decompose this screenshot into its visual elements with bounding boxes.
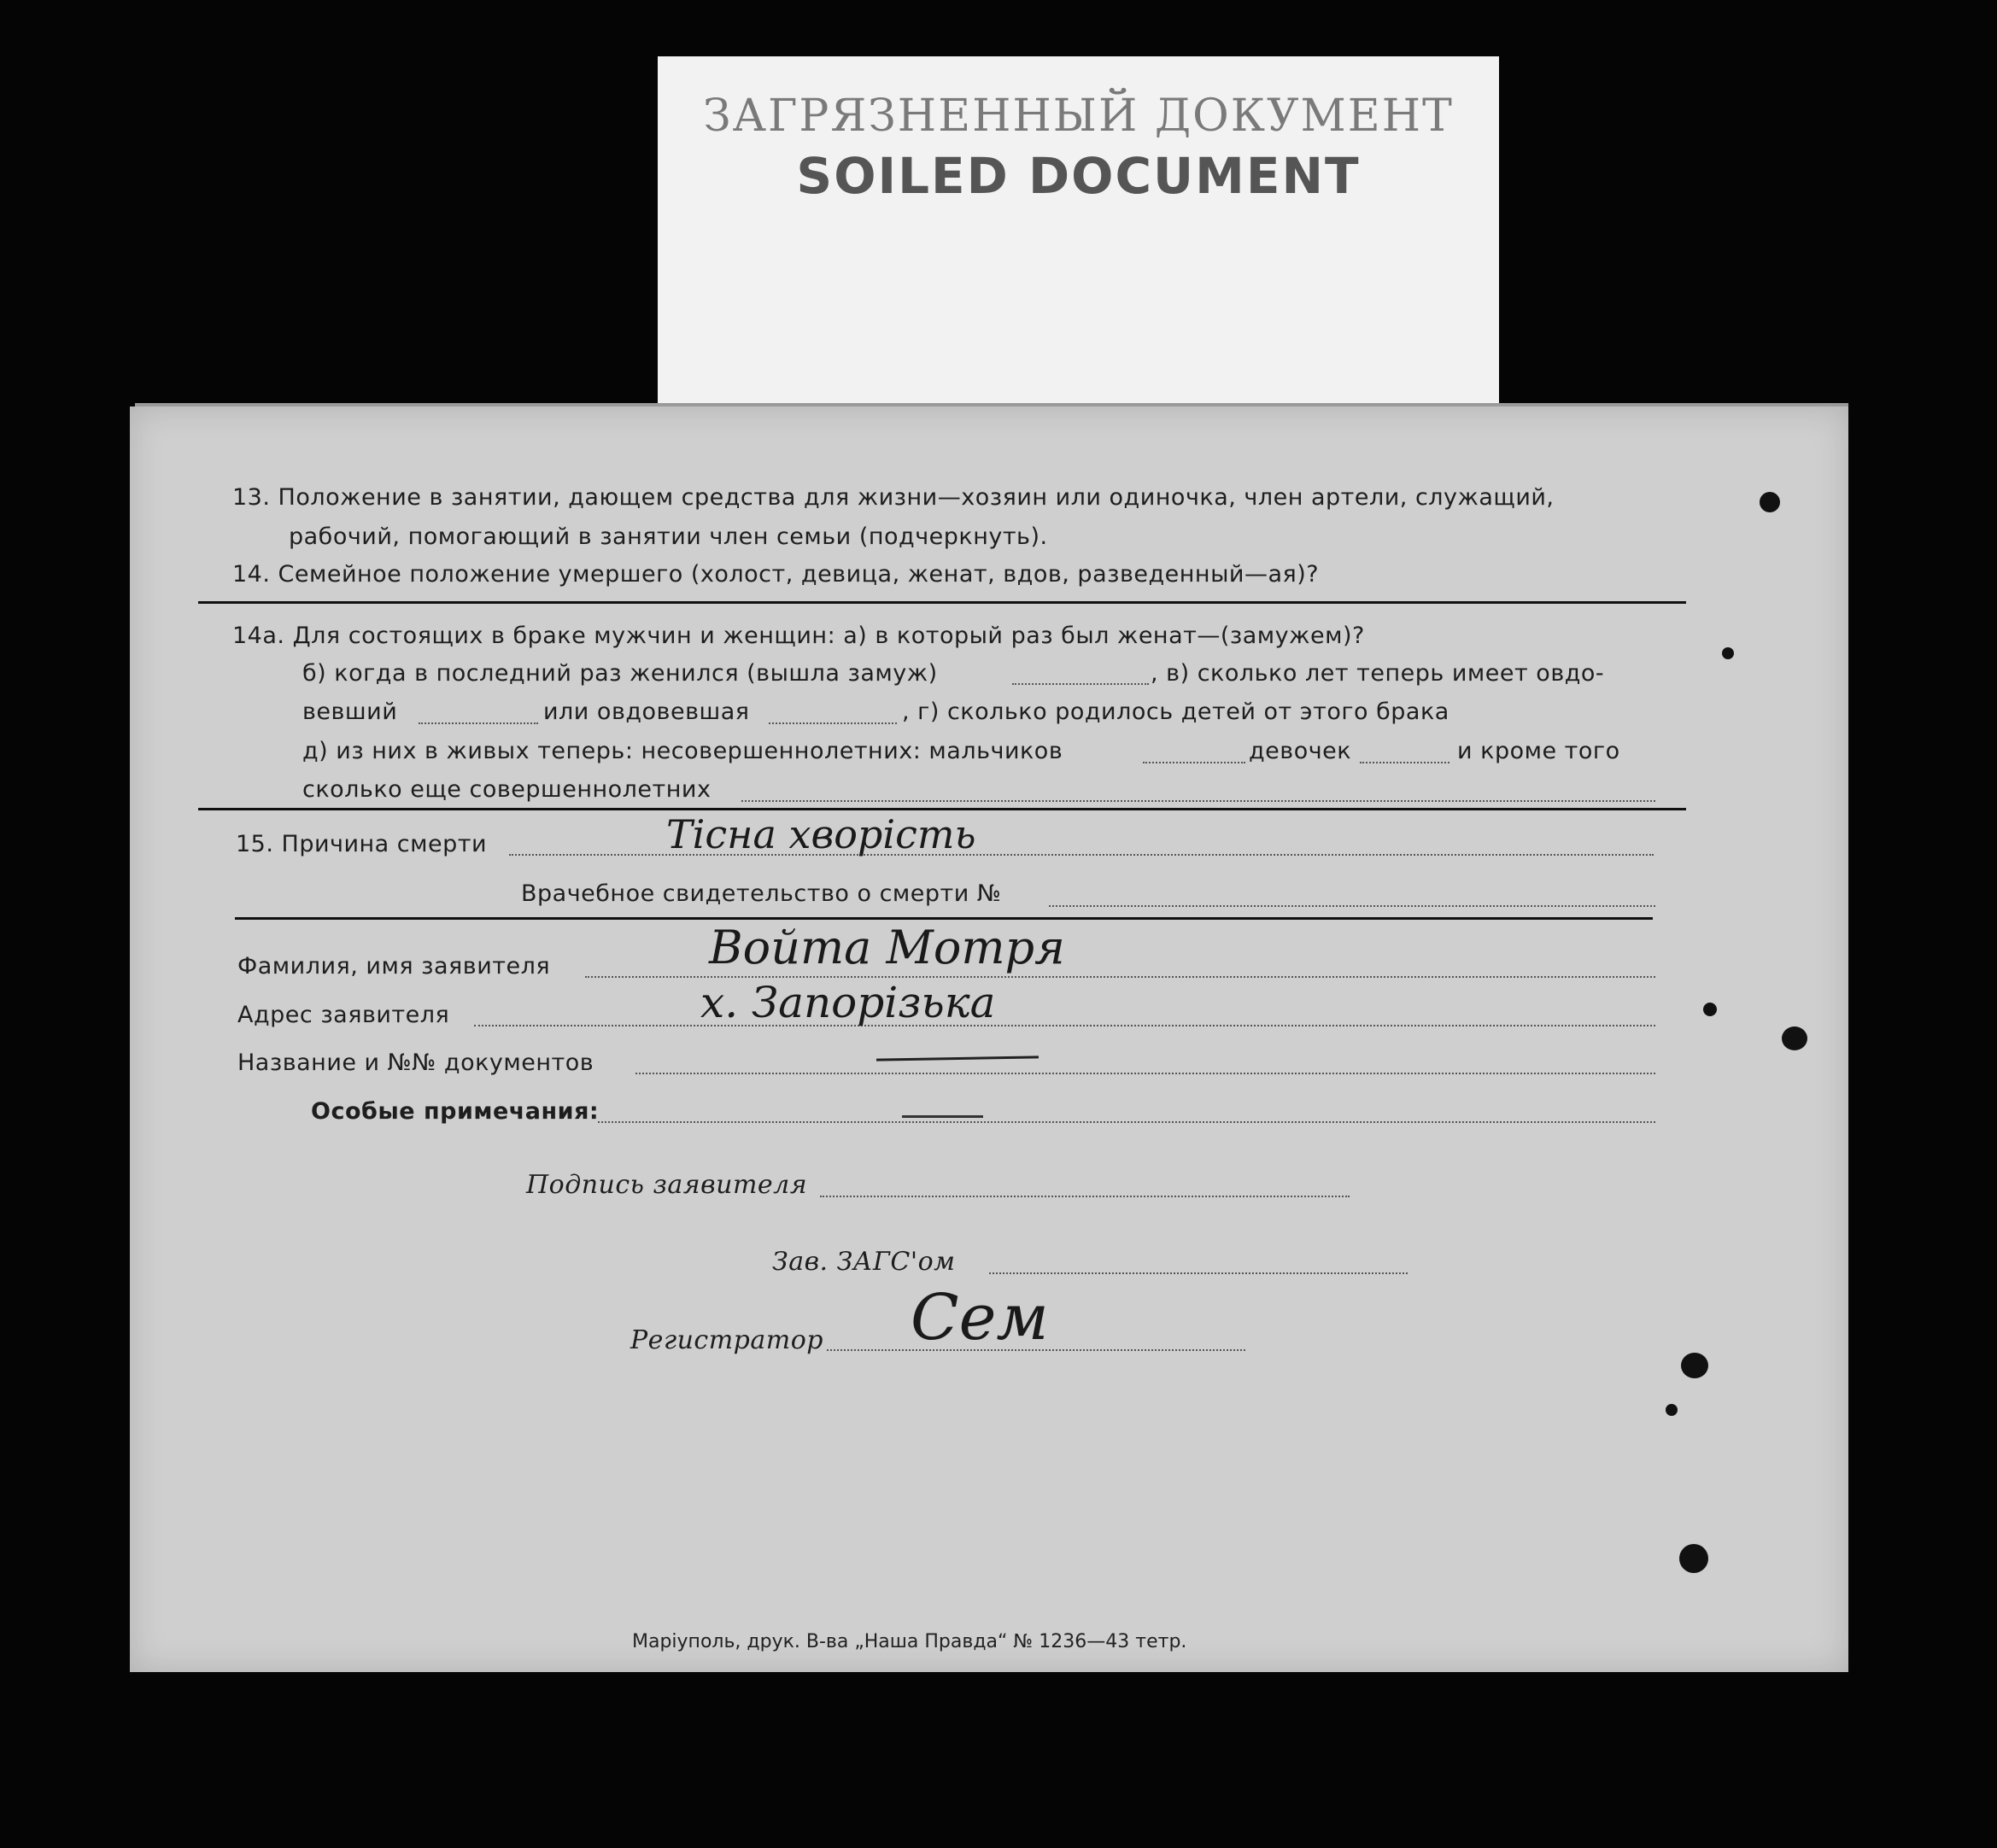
- applicant-name-label: Фамилия, имя заявителя: [237, 953, 551, 980]
- punch-hole: [1782, 1026, 1807, 1050]
- q14a-line3b: или овдовевшая: [543, 699, 750, 725]
- registrar-signature-handwritten: Сем: [911, 1281, 1049, 1354]
- printer-imprint: Маріуполь, друк. В-ва „Наша Правда“ № 1236—43 тетр.: [632, 1631, 1187, 1652]
- dots-medical-cert: [1049, 905, 1655, 907]
- divider-1: [198, 601, 1686, 604]
- medical-cert-label: Врачебное свидетельство о смерти №: [521, 880, 1002, 907]
- applicant-signature-label: Подпись заявителя: [526, 1170, 808, 1200]
- punch-hole: [1703, 1003, 1717, 1016]
- applicant-address-label: Адрес заявителя: [237, 1002, 450, 1028]
- q14a-line4b: девочек: [1249, 738, 1352, 764]
- dots-applicant-signature: [820, 1196, 1350, 1197]
- notes-label: Особые примечания:: [311, 1098, 600, 1125]
- q14a-line3a: вевший: [302, 699, 398, 725]
- q14a-line1: 14а. Для состоящих в браке мужчин и женщин: а) в который раз был женат—(замужем)?: [232, 623, 1365, 649]
- punch-hole: [1666, 1404, 1678, 1416]
- notes-stroke: [902, 1115, 983, 1118]
- q14a-line4c: и кроме того: [1457, 738, 1620, 764]
- punch-hole: [1722, 647, 1734, 659]
- dots-married-when: [1012, 683, 1149, 685]
- q14a-line5: сколько еще совершеннолетних: [302, 776, 712, 803]
- divider-3: [235, 917, 1653, 920]
- q13-line2: рабочий, помогающий в занятии член семьи (подчеркнуть).: [289, 523, 1048, 550]
- dots-girls: [1360, 762, 1449, 763]
- stamp-english: SOILED DOCUMENT: [796, 147, 1361, 205]
- dots-boys: [1143, 762, 1245, 763]
- dots-zags-head: [989, 1272, 1408, 1274]
- dots-notes: [598, 1121, 1655, 1123]
- zags-head-label: Зав. ЗАГС'ом: [772, 1247, 956, 1277]
- q14a-line2a: б) когда в последний раз женился (вышла замуж): [302, 660, 938, 687]
- q15-label: 15. Причина смерти: [236, 831, 488, 857]
- cause-of-death-handwritten: Тісна хворість: [666, 811, 976, 857]
- applicant-name-handwritten: Войта Мотря: [709, 921, 1065, 974]
- dots-widower: [419, 722, 538, 724]
- punch-hole: [1760, 492, 1780, 512]
- dots-adults: [741, 800, 1655, 802]
- q14a-line2b: , в) сколько лет теперь имеет овдо-: [1151, 660, 1605, 687]
- applicant-address-handwritten: х. Запорізька: [700, 978, 996, 1027]
- punch-hole: [1679, 1544, 1708, 1573]
- documents-label: Название и №№ документов: [237, 1050, 594, 1076]
- q14a-line3c: , г) сколько родилось детей от этого брака: [902, 699, 1449, 725]
- dots-applicant-address: [474, 1025, 1655, 1026]
- q14a-line4a: д) из них в живых теперь: несовершеннолетних: мальчиков: [302, 738, 1063, 764]
- dots-documents: [635, 1073, 1655, 1074]
- q13-line1: 13. Положение в занятии, дающем средства для жизни—хозяин или одиночка, член артели, служащий,: [232, 484, 1555, 511]
- divider-2: [198, 808, 1686, 810]
- form-sheet: [130, 406, 1848, 1672]
- registrar-label: Регистратор: [630, 1325, 823, 1355]
- punch-hole: [1681, 1353, 1708, 1378]
- stamp-russian: ЗАГРЯЗНЕННЫЙ ДОКУМЕНТ: [703, 91, 1454, 142]
- stamp-slip: [658, 56, 1499, 424]
- q14: 14. Семейное положение умершего (холост, девица, женат, вдов, разведенный—ая)?: [232, 561, 1320, 588]
- dots-widow: [769, 722, 897, 724]
